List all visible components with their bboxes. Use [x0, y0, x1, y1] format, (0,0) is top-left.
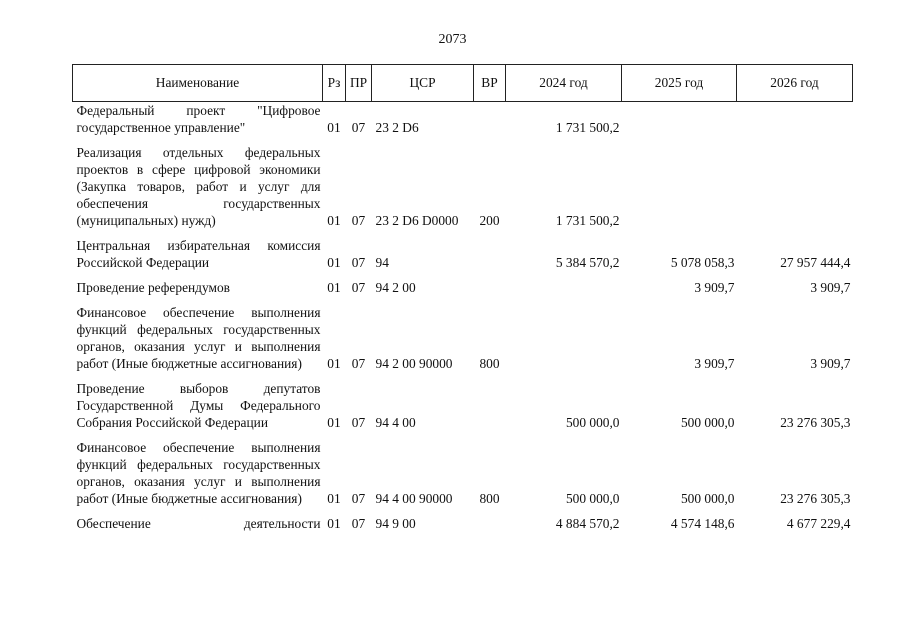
row-2026 — [737, 144, 853, 231]
row-2026 — [737, 102, 853, 139]
row-2025: 3 909,7 — [694, 356, 735, 371]
row-2026: 23 276 305,3 — [780, 491, 851, 506]
row-vr — [474, 237, 506, 273]
header-csr: ЦСР — [372, 65, 474, 102]
row-2025: 3 909,7 — [694, 280, 735, 295]
row-2024 — [506, 304, 622, 374]
row-2024: 500 000,0 — [565, 415, 620, 430]
row-rz: 01 — [327, 356, 341, 371]
row-rz: 01 — [327, 213, 341, 228]
row-csr: 94 4 00 90000 — [375, 491, 453, 506]
row-name: Реализация отдельных федеральных проектов в сфере цифровой экономики (Закупка товаров, работ и услуг для обеспечения государственных (муниципальных) нужд) — [76, 145, 321, 228]
table-header — [73, 65, 853, 102]
row-vr — [474, 102, 506, 139]
row-2026: 4 677 229,4 — [786, 516, 851, 531]
row-2025: 500 000,0 — [680, 491, 735, 506]
row-csr: 94 — [375, 255, 389, 270]
row-2024: 5 384 570,2 — [555, 255, 620, 270]
header-pr: ПР — [346, 65, 372, 102]
header-2026: 2026 год — [737, 65, 853, 102]
row-rz: 01 — [327, 120, 341, 135]
row-2024 — [506, 279, 622, 298]
row-pr: 07 — [351, 415, 366, 430]
row-pr: 07 — [351, 491, 366, 506]
row-2025: 5 078 058,3 — [670, 255, 735, 270]
row-vr — [474, 515, 506, 534]
row-2026: 27 957 444,4 — [780, 255, 851, 270]
row-rz: 01 — [327, 280, 341, 295]
row-vr: 800 — [479, 356, 500, 371]
row-2025 — [622, 144, 737, 231]
row-rz: 01 — [327, 255, 341, 270]
row-rz: 01 — [327, 491, 341, 506]
row-name: Центральная избирательная комиссия Российской Федерации — [76, 238, 321, 270]
row-2024: 1 731 500,2 — [555, 213, 620, 228]
row-pr: 07 — [351, 356, 366, 371]
row-2026: 23 276 305,3 — [780, 415, 851, 430]
budget-table — [72, 64, 853, 534]
row-2025: 500 000,0 — [680, 415, 735, 430]
row-vr: 800 — [479, 491, 500, 506]
row-name: Федеральный проект "Цифровое государственное управление" — [76, 103, 321, 135]
row-rz: 01 — [327, 415, 341, 430]
row-name: Проведение выборов депутатов Государственной Думы Федерального Собрания Российской Федерации — [76, 381, 321, 430]
row-pr: 07 — [351, 516, 366, 531]
table-row — [73, 304, 853, 374]
header-2025: 2025 год — [622, 65, 737, 102]
row-vr — [474, 279, 506, 298]
table-row — [73, 515, 853, 534]
row-csr: 94 2 00 90000 — [375, 356, 453, 371]
row-2024: 4 884 570,2 — [555, 516, 620, 531]
row-csr: 94 9 00 — [375, 516, 416, 531]
table-row — [73, 144, 853, 231]
row-2026: 3 909,7 — [810, 280, 851, 295]
row-csr: 23 2 D6 D0000 — [375, 213, 459, 228]
row-2024: 1 731 500,2 — [555, 120, 620, 135]
row-name: Проведение референдумов — [76, 280, 231, 295]
row-rz: 01 — [327, 516, 341, 531]
row-csr: 23 2 D6 — [375, 120, 419, 135]
row-2025 — [622, 102, 737, 139]
row-2024: 500 000,0 — [565, 491, 620, 506]
page-number: 2073 — [438, 32, 467, 47]
row-2026: 3 909,7 — [810, 356, 851, 371]
row-2025: 4 574 148,6 — [670, 516, 735, 531]
table-body — [73, 102, 853, 535]
table-row — [73, 237, 853, 273]
row-name: Финансовое обеспечение выполнения функций федеральных государственных органов, оказания услуг и выполнения работ (Иные бюджетные ассигнования) — [76, 440, 321, 506]
row-csr: 94 4 00 — [375, 415, 416, 430]
header-name: Наименование — [73, 65, 323, 102]
table-row — [73, 380, 853, 433]
row-pr: 07 — [351, 255, 366, 270]
row-pr: 07 — [351, 213, 366, 228]
row-csr: 94 2 00 — [375, 280, 416, 295]
header-rz: Рз — [323, 65, 346, 102]
row-pr: 07 — [351, 120, 366, 135]
row-pr: 07 — [351, 280, 366, 295]
row-name: Финансовое обеспечение выполнения функций федеральных государственных органов, оказания услуг и выполнения работ (Иные бюджетные ассигнования) — [76, 305, 321, 371]
row-vr: 200 — [479, 213, 500, 228]
row-name: Обеспечение деятельности — [76, 516, 321, 531]
table-row — [73, 102, 853, 139]
row-vr — [474, 380, 506, 433]
header-vr: ВР — [474, 65, 506, 102]
table-row — [73, 279, 853, 298]
table-row — [73, 439, 853, 509]
header-2024: 2024 год — [506, 65, 622, 102]
